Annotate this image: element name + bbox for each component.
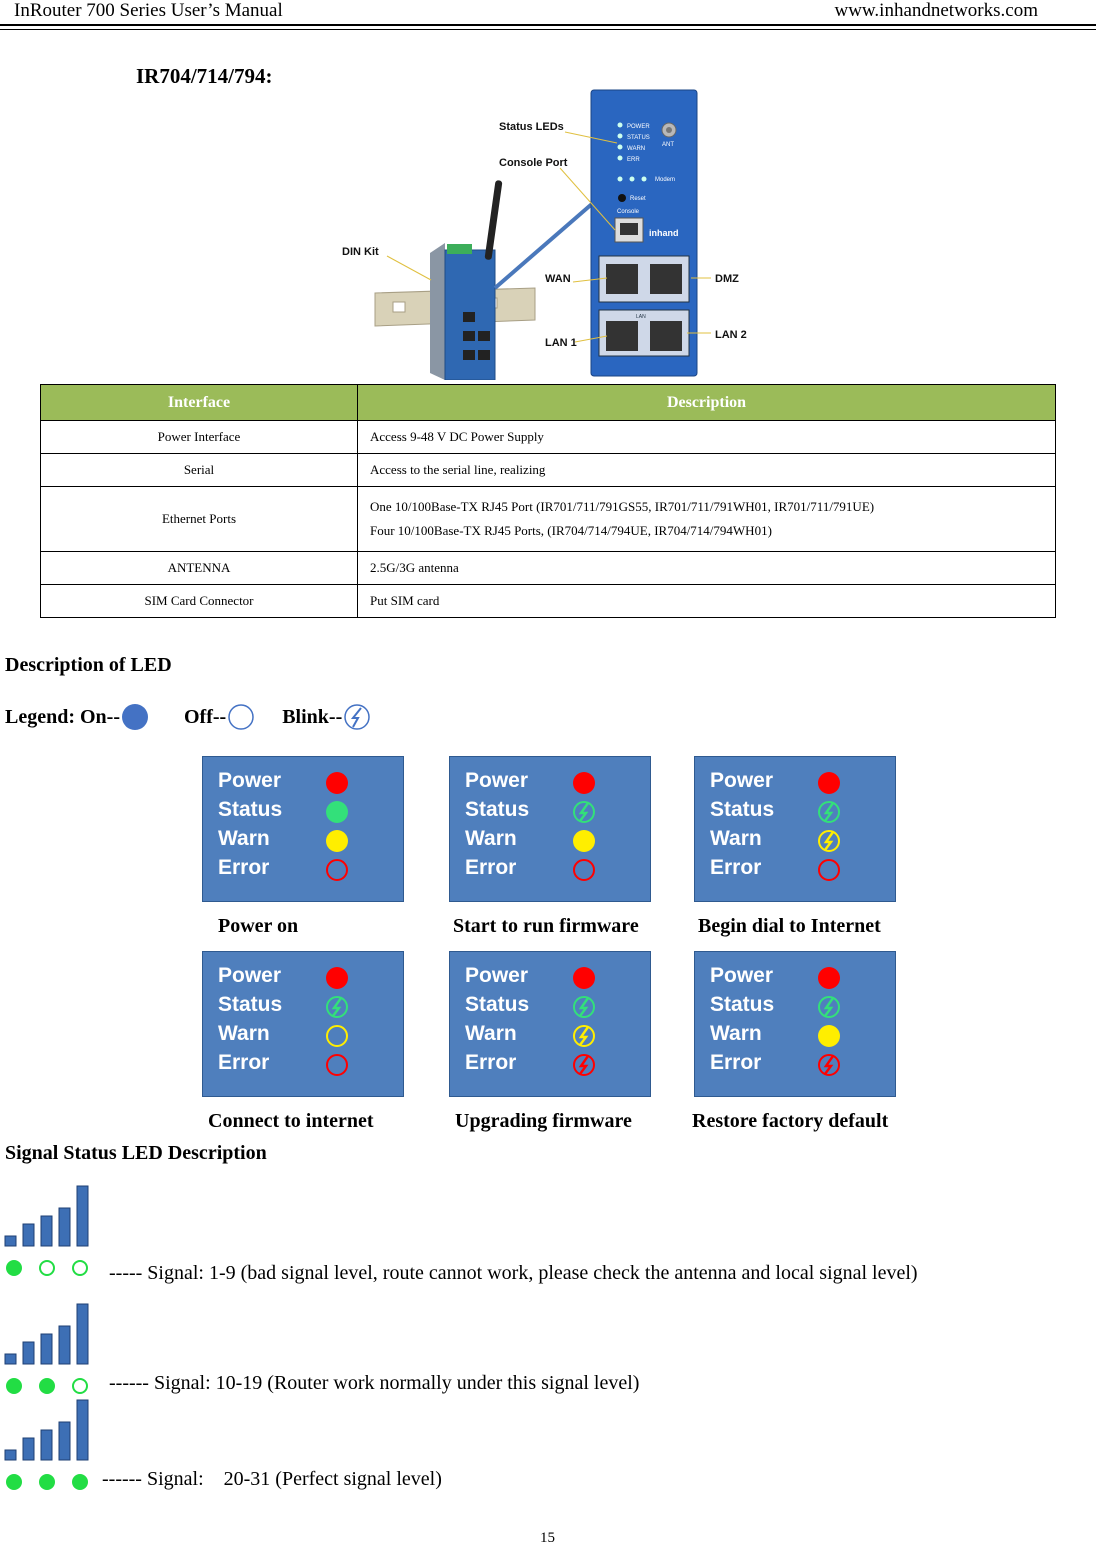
led-name-label: Power bbox=[710, 964, 774, 987]
cell-description-line: One 10/100Base-TX RJ45 Port (IR701/711/791GS55, IR701/711/791WH01, IR701/711/791UE) bbox=[370, 499, 875, 514]
model-title: IR704/714/794: bbox=[136, 64, 273, 88]
table-row bbox=[41, 421, 1056, 454]
signal-row-text: ------ Signal: 10-19 (Router work normally under this signal level) bbox=[109, 1372, 640, 1394]
legend-blink-icon bbox=[342, 702, 372, 732]
led-panel bbox=[449, 951, 651, 1097]
blink-yellow-led-icon bbox=[816, 828, 842, 854]
blink-green-led-icon bbox=[571, 994, 597, 1020]
caption-begin-dial: Begin dial to Internet bbox=[698, 915, 881, 937]
table-row bbox=[41, 585, 1056, 618]
cell-description: Access to the serial line, realizing bbox=[358, 454, 1056, 487]
blink-yellow-led-icon bbox=[571, 1023, 597, 1049]
legend-off-icon bbox=[226, 702, 256, 732]
cell-interface: Power Interface bbox=[41, 421, 358, 454]
caption-restore-factory: Restore factory default bbox=[692, 1110, 889, 1132]
signal-bar bbox=[23, 1342, 34, 1364]
header-description: Description bbox=[358, 385, 1056, 421]
on-red-led-icon bbox=[816, 770, 842, 796]
cell-description: 2.5G/3G antenna bbox=[358, 552, 1056, 585]
blink-red-led-icon bbox=[571, 1052, 597, 1078]
panel-status-text: STATUS bbox=[627, 135, 650, 141]
signal-dot-on bbox=[6, 1260, 22, 1276]
led-name-label: Status bbox=[465, 993, 530, 1016]
signal-dot-off bbox=[73, 1261, 87, 1275]
table-header-row bbox=[41, 385, 1056, 421]
panel-lan-text: LAN bbox=[636, 314, 646, 320]
signal-dot-off bbox=[73, 1379, 87, 1393]
signal-bar bbox=[41, 1216, 52, 1246]
signal-bar bbox=[59, 1326, 70, 1364]
blink-green-led-icon bbox=[571, 799, 597, 825]
front-panel bbox=[591, 90, 697, 376]
cell-interface: Serial bbox=[41, 454, 358, 487]
off-red-led-icon bbox=[324, 857, 350, 883]
signal-bar bbox=[5, 1354, 16, 1364]
off-yellow-led-icon bbox=[324, 1023, 350, 1049]
led-name-label: Error bbox=[710, 1051, 762, 1074]
signal-bar bbox=[5, 1236, 16, 1246]
panel-modem-text: Modem bbox=[655, 177, 676, 183]
signal-row-text: ------ Signal: 20-31 (Perfect signal level) bbox=[102, 1468, 442, 1490]
header-rule bbox=[0, 24, 1096, 26]
led-name-label: Power bbox=[465, 769, 529, 792]
blink-red-led-icon bbox=[816, 1052, 842, 1078]
table-row bbox=[41, 552, 1056, 585]
page-number: 15 bbox=[540, 1530, 555, 1546]
caption-upgrading-firmware: Upgrading firmware bbox=[455, 1110, 632, 1132]
led-panel bbox=[694, 756, 896, 902]
device-figure bbox=[335, 88, 765, 380]
caption-start-firmware: Start to run firmware bbox=[453, 915, 639, 937]
label-lan2: LAN 2 bbox=[715, 329, 747, 341]
legend-on-icon bbox=[120, 702, 150, 732]
cell-description: Access 9-48 V DC Power Supply bbox=[358, 421, 1056, 454]
zoom-line bbox=[495, 203, 593, 288]
cell-description bbox=[358, 487, 1056, 552]
signal-bar bbox=[41, 1430, 52, 1460]
on-red-led-icon bbox=[324, 965, 350, 991]
table-row bbox=[41, 454, 1056, 487]
panel-err-text: ERR bbox=[627, 157, 640, 163]
signal-bar bbox=[23, 1438, 34, 1460]
panel-brand-text: inhand bbox=[649, 228, 679, 238]
led-name-label: Warn bbox=[465, 1022, 517, 1045]
antenna bbox=[484, 180, 502, 260]
blink-green-led-icon bbox=[324, 994, 350, 1020]
panel-warn-text: WARN bbox=[627, 146, 646, 152]
header-manual-title: InRouter 700 Series User’s Manual bbox=[14, 0, 283, 21]
header-interface: Interface bbox=[41, 385, 358, 421]
signal-section-title: Signal Status LED Description bbox=[5, 1142, 267, 1164]
signal-indicator bbox=[4, 1398, 104, 1498]
signal-dot-on bbox=[6, 1474, 22, 1490]
led-name-label: Error bbox=[465, 856, 517, 879]
signal-dot-on bbox=[72, 1474, 88, 1490]
header-rule-thin bbox=[0, 29, 1096, 30]
signal-bar bbox=[59, 1422, 70, 1460]
on-yellow-led-icon bbox=[324, 828, 350, 854]
cell-interface: SIM Card Connector bbox=[41, 585, 358, 618]
signal-row-text: ----- Signal: 1-9 (bad signal level, route cannot work, please check the antenna and local signal level) bbox=[109, 1262, 918, 1284]
led-name-label: Power bbox=[218, 964, 282, 987]
led-name-label: Warn bbox=[218, 827, 270, 850]
blink-green-led-icon bbox=[816, 799, 842, 825]
led-name-label: Status bbox=[218, 993, 283, 1016]
caption-power-on: Power on bbox=[218, 915, 299, 937]
signal-indicator bbox=[4, 1184, 104, 1284]
on-yellow-led-icon bbox=[816, 1023, 842, 1049]
led-name-label: Status bbox=[465, 798, 530, 821]
led-name-label: Status bbox=[710, 993, 775, 1016]
signal-bar bbox=[23, 1224, 34, 1246]
on-red-led-icon bbox=[571, 770, 597, 796]
label-din-kit: DIN Kit bbox=[342, 246, 379, 258]
on-yellow-led-icon bbox=[571, 828, 597, 854]
led-name-label: Power bbox=[465, 964, 529, 987]
signal-indicator bbox=[4, 1302, 104, 1402]
interface-table bbox=[40, 384, 1056, 618]
led-name-label: Power bbox=[218, 769, 282, 792]
legend-off-label: Off-- bbox=[184, 705, 227, 728]
panel-power-text: POWER bbox=[627, 124, 650, 130]
off-red-led-icon bbox=[816, 857, 842, 883]
router-side-view bbox=[430, 243, 495, 380]
legend-on-label: On-- bbox=[80, 705, 120, 728]
label-dmz: DMZ bbox=[715, 273, 739, 285]
label-status-leds: Status LEDs bbox=[499, 121, 564, 133]
label-wan: WAN bbox=[545, 273, 571, 285]
signal-bar bbox=[59, 1208, 70, 1246]
on-red-led-icon bbox=[816, 965, 842, 991]
led-name-label: Error bbox=[710, 856, 762, 879]
signal-dot-on bbox=[39, 1474, 55, 1490]
led-name-label: Status bbox=[218, 798, 283, 821]
on-green-led-icon bbox=[324, 799, 350, 825]
led-name-label: Error bbox=[465, 1051, 517, 1074]
legend-blink-label: Blink-- bbox=[282, 705, 343, 728]
signal-dot-on bbox=[6, 1378, 22, 1394]
led-panel bbox=[202, 756, 404, 902]
panel-ant-text: ANT bbox=[662, 142, 674, 148]
led-panel bbox=[694, 951, 896, 1097]
on-red-led-icon bbox=[571, 965, 597, 991]
led-panel bbox=[449, 756, 651, 902]
led-panel bbox=[202, 951, 404, 1097]
led-name-label: Warn bbox=[710, 1022, 762, 1045]
panel-reset-text: Reset bbox=[630, 196, 646, 202]
caption-connect-internet: Connect to internet bbox=[208, 1110, 374, 1132]
led-name-label: Warn bbox=[465, 827, 517, 850]
off-red-led-icon bbox=[324, 1052, 350, 1078]
cell-interface: ANTENNA bbox=[41, 552, 358, 585]
blink-green-led-icon bbox=[816, 994, 842, 1020]
legend-label: Legend: bbox=[5, 705, 75, 728]
led-name-label: Error bbox=[218, 1051, 270, 1074]
cell-description: Put SIM card bbox=[358, 585, 1056, 618]
signal-bar bbox=[41, 1334, 52, 1364]
led-name-label: Warn bbox=[710, 827, 762, 850]
table-row bbox=[41, 487, 1056, 552]
off-red-led-icon bbox=[571, 857, 597, 883]
signal-bar bbox=[77, 1304, 88, 1364]
panel-console-text: Console bbox=[617, 209, 640, 215]
signal-dot-off bbox=[40, 1261, 54, 1275]
signal-dot-on bbox=[39, 1378, 55, 1394]
label-lan1: LAN 1 bbox=[545, 337, 577, 349]
cell-description-line: Four 10/100Base-TX RJ45 Ports, (IR704/714/794UE, IR704/714/794WH01) bbox=[370, 523, 772, 538]
led-name-label: Status bbox=[710, 798, 775, 821]
led-section-title: Description of LED bbox=[5, 654, 172, 676]
on-red-led-icon bbox=[324, 770, 350, 796]
label-console-port: Console Port bbox=[499, 157, 568, 169]
signal-bar bbox=[77, 1400, 88, 1460]
led-legend bbox=[5, 702, 372, 732]
signal-bar bbox=[77, 1186, 88, 1246]
signal-bar bbox=[5, 1450, 16, 1460]
cell-interface: Ethernet Ports bbox=[41, 487, 358, 552]
led-name-label: Warn bbox=[218, 1022, 270, 1045]
header-website: www.inhandnetworks.com bbox=[834, 0, 1038, 21]
led-name-label: Power bbox=[710, 769, 774, 792]
led-name-label: Error bbox=[218, 856, 270, 879]
